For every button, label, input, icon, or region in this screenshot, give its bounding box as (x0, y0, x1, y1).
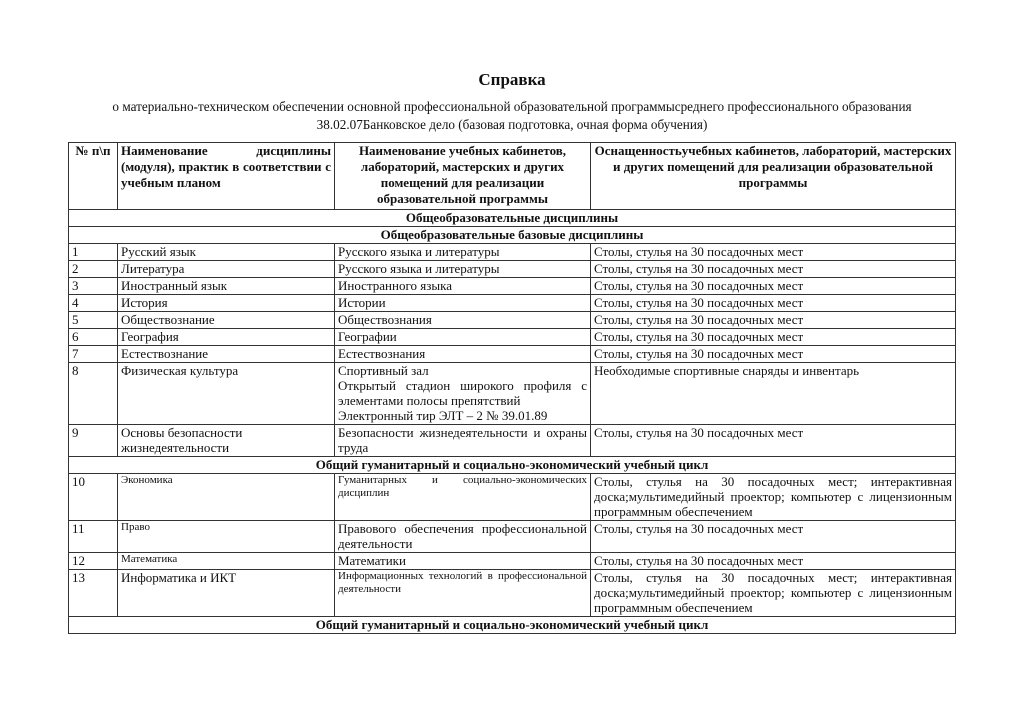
table-row (69, 553, 956, 570)
cell-discipline: Литература (118, 261, 335, 278)
cell-equipment: Столы, стулья на 30 посадочных мест (591, 261, 956, 278)
cell-equipment: Необходимые спортивные снаряды и инвентарь (591, 363, 956, 425)
cell-room: Обществознания (335, 312, 591, 329)
cell-room: Русского языка и литературы (335, 244, 591, 261)
document-subtitle-line1: о материально-техническом обеспечении основной профессиональной образовательной программысреднего профессионального образования (112, 99, 912, 114)
cell-num: 8 (69, 363, 118, 425)
cell-num: 5 (69, 312, 118, 329)
cell-equipment: Столы, стулья на 30 посадочных мест (591, 329, 956, 346)
cell-room: Математики (335, 553, 591, 570)
table-row (69, 570, 956, 617)
room-line: Спортивный зал (338, 363, 429, 378)
cell-room: Русского языка и литературы (335, 261, 591, 278)
header-num: № п\п (69, 143, 118, 210)
cell-room (335, 363, 591, 425)
section-row (69, 457, 956, 474)
header-rooms: Наименование учебных кабинетов, лабораторий, мастерских и других помещений для реализации образовательной программы (335, 143, 591, 210)
section-general-base: Общеобразовательные базовые дисциплины (69, 227, 956, 244)
cell-discipline: Обществознание (118, 312, 335, 329)
section-humanitarian: Общий гуманитарный и социально-экономический учебный цикл (69, 457, 956, 474)
cell-num: 11 (69, 521, 118, 553)
section-row (69, 210, 956, 227)
cell-equipment: Столы, стулья на 30 посадочных мест (591, 244, 956, 261)
cell-num: 1 (69, 244, 118, 261)
cell-equipment: Столы, стулья на 30 посадочных мест (591, 425, 956, 457)
cell-room: Естествознания (335, 346, 591, 363)
section-general: Общеобразовательные дисциплины (69, 210, 956, 227)
table-row (69, 295, 956, 312)
cell-discipline: Русский язык (118, 244, 335, 261)
table-row (69, 329, 956, 346)
cell-discipline: Информатика и ИКТ (118, 570, 335, 617)
header-discipline: Наименование дисциплины (модуля), практик в соответствии с учебным планом (118, 143, 335, 210)
cell-equipment: Столы, стулья на 30 посадочных мест; интерактивная доска;мультимедийный проектор; компьютер с лицензионным программным обеспечением (591, 474, 956, 521)
cell-num: 7 (69, 346, 118, 363)
table-row (69, 244, 956, 261)
cell-num: 12 (69, 553, 118, 570)
cell-discipline: Право (118, 521, 335, 553)
cell-discipline: Естествознание (118, 346, 335, 363)
cell-num: 4 (69, 295, 118, 312)
section-row (69, 227, 956, 244)
cell-discipline: География (118, 329, 335, 346)
cell-discipline: История (118, 295, 335, 312)
cell-equipment: Столы, стулья на 30 посадочных мест (591, 521, 956, 553)
cell-room: Безопасности жизнедеятельности и охраны труда (335, 425, 591, 457)
cell-room: Истории (335, 295, 591, 312)
document-title: Справка (478, 70, 546, 89)
section-row (69, 617, 956, 634)
cell-equipment: Столы, стулья на 30 посадочных мест (591, 553, 956, 570)
cell-num: 10 (69, 474, 118, 521)
header-equipment: Оснащенностьучебных кабинетов, лабораторий, мастерских и других помещений для реализации образовательной программы (591, 143, 956, 210)
room-line: Открытый стадион широкого профиля с элементами полосы препятствий (338, 378, 587, 408)
table-header-row (69, 143, 956, 210)
cell-room: Иностранного языка (335, 278, 591, 295)
cell-equipment: Столы, стулья на 30 посадочных мест (591, 278, 956, 295)
cell-discipline: Физическая культура (118, 363, 335, 425)
cell-num: 13 (69, 570, 118, 617)
cell-num: 3 (69, 278, 118, 295)
table-row (69, 425, 956, 457)
cell-room: Правового обеспечения профессиональной деятельности (335, 521, 591, 553)
cell-num: 9 (69, 425, 118, 457)
cell-discipline: Основы безопасности жизнедеятельности (118, 425, 335, 457)
cell-room: Информационных технологий в профессиональной деятельности (335, 570, 591, 617)
cell-num: 2 (69, 261, 118, 278)
cell-equipment: Столы, стулья на 30 посадочных мест (591, 295, 956, 312)
table-row (69, 346, 956, 363)
cell-room: Географии (335, 329, 591, 346)
cell-discipline: Иностранный язык (118, 278, 335, 295)
table-row (69, 312, 956, 329)
cell-room: Гуманитарных и социально-экономических дисциплин (335, 474, 591, 521)
cell-equipment: Столы, стулья на 30 посадочных мест (591, 312, 956, 329)
cell-equipment: Столы, стулья на 30 посадочных мест; интерактивная доска;мультимедийный проектор; компьютер с лицензионным программным обеспечением (591, 570, 956, 617)
table-row (69, 363, 956, 425)
table-row (69, 521, 956, 553)
equipment-table (68, 142, 956, 634)
cell-discipline: Экономика (118, 474, 335, 521)
room-line: Электронный тир ЭЛТ – 2 № 39.01.89 (338, 408, 548, 423)
table-row (69, 474, 956, 521)
table-row (69, 278, 956, 295)
cell-discipline: Математика (118, 553, 335, 570)
section-humanitarian-2: Общий гуманитарный и социально-экономический учебный цикл (69, 617, 956, 634)
document-subtitle-line2: 38.02.07Банковское дело (базовая подготовка, очная форма обучения) (316, 117, 708, 132)
table-row (69, 261, 956, 278)
cell-equipment: Столы, стулья на 30 посадочных мест (591, 346, 956, 363)
cell-num: 6 (69, 329, 118, 346)
